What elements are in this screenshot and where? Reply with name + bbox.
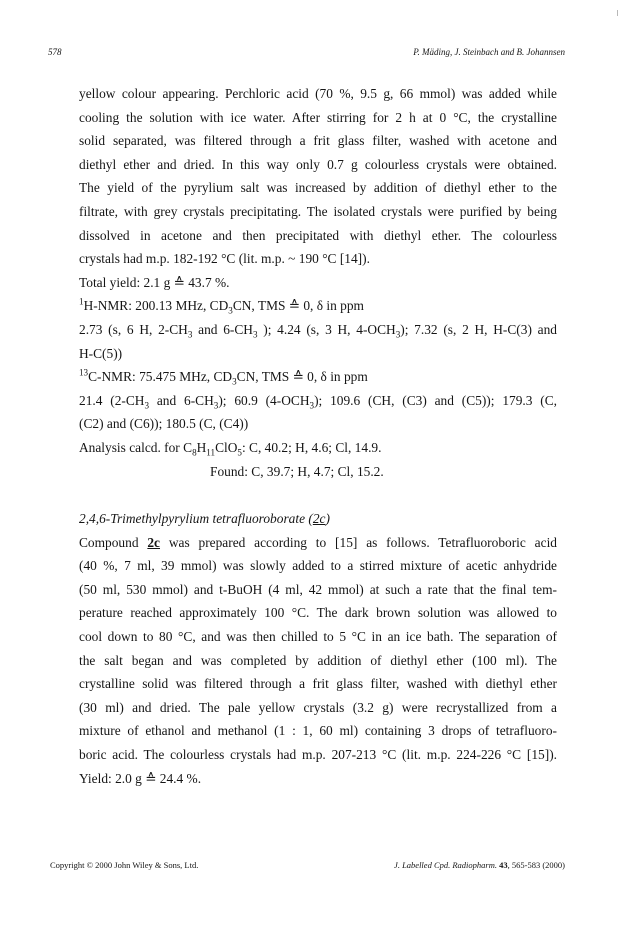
subscript: 11 <box>206 447 216 458</box>
paragraph-line: mixture of ethanol and methanol (1 : 1, 60 ml) containing 3 drops of tetrafluoro- <box>79 723 557 739</box>
compound-ref: 2c <box>147 534 160 550</box>
paragraph-line: yellow colour appearing. Perchloric acid (70 %, 9.5 g, 66 mmol) was added while <box>79 86 557 101</box>
paragraph-line: (50 ml, 530 mmol) and t-BuOH (4 ml, 42 mmol) at such a rate that the final tem- <box>79 581 557 597</box>
hnmr-data: H-C(5)) <box>79 345 123 361</box>
analysis-found: Found: C, 39.7; H, 4.7; Cl, 15.2. <box>210 463 384 479</box>
cnmr-data-text: ); 109.6 (CH, (C3) and (C5)); 179.3 (C, <box>314 392 557 408</box>
total-yield: Total yield: 2.1 g ≙ 43.7 %. <box>79 274 230 290</box>
analysis-calcd <box>79 436 557 460</box>
cnmr-data-text: 21.4 (2-CH <box>79 392 145 408</box>
paragraph-line: perature reached approximately 100 °C. The dark brown solution was allowed to <box>79 605 557 621</box>
journal-pages: , 565-583 (2000) <box>507 860 565 870</box>
footer-copyright: Copyright © 2000 John Wiley & Sons, Ltd. <box>50 860 199 870</box>
subscript: 8 <box>192 447 197 458</box>
subscript: 3 <box>213 400 219 411</box>
paragraph-line: solid separated, was filtered through a frit glass filter, washed with acetone and <box>79 133 557 149</box>
subscript: 3 <box>187 329 193 340</box>
cnmr-data <box>79 389 557 413</box>
paragraph-line: crystals had m.p. 182-192 °C (lit. m.p. ~ 190 °C [14]). <box>79 251 370 267</box>
subscript: 3 <box>228 306 233 317</box>
paragraph-line: The yield of the pyrylium salt was increased by addition of diethyl ether to the <box>79 180 557 196</box>
isotope-superscript: 1 <box>79 296 84 307</box>
paragraph-line: the salt began and was completed by addition of diethyl ether (100 ml). The <box>79 652 557 668</box>
paragraph-line: crystalline solid was filtered through a frit glass filter, washed with diethyl ether <box>79 676 557 692</box>
hnmr-data-text: 2.73 (s, 6 H, 2-CH <box>79 321 188 337</box>
subscript: 3 <box>395 329 401 340</box>
analysis-text: ClO <box>215 439 238 455</box>
paragraph-line: dissolved in acetone and then precipitated with diethyl ether. The colourless <box>79 227 557 243</box>
paragraph-line: (40 %, 7 ml, 39 mmol) was slowly added to a stirred mixture of acetic anhydride <box>79 558 557 574</box>
cnmr-data-text: and 6-CH <box>149 392 214 408</box>
cnmr-data: (C2) and (C6)); 180.5 (C, (C4)) <box>79 416 249 432</box>
section-gap <box>79 483 557 507</box>
subscript: 3 <box>144 400 150 411</box>
journal-name: J. Labelled Cpd. Radiopharm. <box>394 860 497 870</box>
hnmr-header <box>79 294 557 318</box>
hnmr-label: CN, TMS ≙ 0, δ in ppm <box>232 298 364 314</box>
hnmr-data-text: and 6-CH <box>192 321 253 337</box>
hnmr-data <box>79 318 557 342</box>
hnmr-data-text: ); 4.24 (s, 3 H, 4-OCH <box>257 321 396 337</box>
section-title-text: ) <box>325 511 330 527</box>
footer-citation <box>394 860 565 870</box>
compound-ref: 2c <box>312 511 326 527</box>
paragraph-text: Compound <box>79 534 148 550</box>
running-head: P. Mäding, J. Steinbach and B. Johannsen <box>413 47 565 57</box>
paragraph-line: diethyl ether and dried. In this way only 0.7 g colourless crystals were obtained. <box>79 156 557 172</box>
subscript: 3 <box>309 400 315 411</box>
body-text <box>79 82 557 790</box>
yield-line: Yield: 2.0 g ≙ 24.4 %. <box>79 770 202 786</box>
analysis-text: : C, 40.2; H, 4.6; Cl, 14.9. <box>241 439 382 455</box>
section-title-text: 2,4,6-Trimethylpyrylium tetrafluoroborate <box>79 511 306 527</box>
section-title-text: ( <box>305 511 313 527</box>
subscript: 3 <box>252 329 258 340</box>
isotope-superscript: 13 <box>79 367 89 378</box>
page-number: 578 <box>48 47 62 57</box>
cnmr-label: CN, TMS ≙ 0, δ in ppm <box>236 369 368 385</box>
paragraph-line: boric acid. The colourless crystals had m.p. 207-213 °C (lit. m.p. 224-226 °C [15]). <box>79 747 557 763</box>
edge-mark <box>617 10 618 16</box>
section-title <box>79 507 557 531</box>
hnmr-label: H-NMR: 200.13 MHz, CD <box>83 298 229 314</box>
cnmr-header <box>79 365 557 389</box>
paragraph-line: filtrate, with grey crystals precipitating. The isolated crystals were purified by being <box>79 203 557 219</box>
paragraph-line <box>79 531 557 555</box>
cnmr-data-text: ); 60.9 (4-OCH <box>218 392 310 408</box>
paragraph-line: (30 ml) and dried. The pale yellow crystals (3.2 g) were recrystallized from a <box>79 699 557 715</box>
hnmr-data-text: ); 7.32 (s, 2 H, H-C(3) and <box>400 321 557 337</box>
paragraph-line: cool down to 80 °C, and was then chilled to 5 °C in an ice bath. The separation of <box>79 629 557 645</box>
analysis-text: Analysis calcd. for C <box>79 439 193 455</box>
subscript: 3 <box>232 376 237 387</box>
subscript: 5 <box>237 447 242 458</box>
paragraph-text: was prepared according to [15] as follows. Tetrafluoroboric acid <box>160 534 557 550</box>
journal-volume: 43 <box>499 860 508 870</box>
paragraph-line: cooling the solution with ice water. After stirring for 2 h at 0 °C, the crystalline <box>79 109 557 125</box>
cnmr-label: C-NMR: 75.475 MHz, CD <box>88 369 233 385</box>
analysis-text: H <box>196 439 207 455</box>
